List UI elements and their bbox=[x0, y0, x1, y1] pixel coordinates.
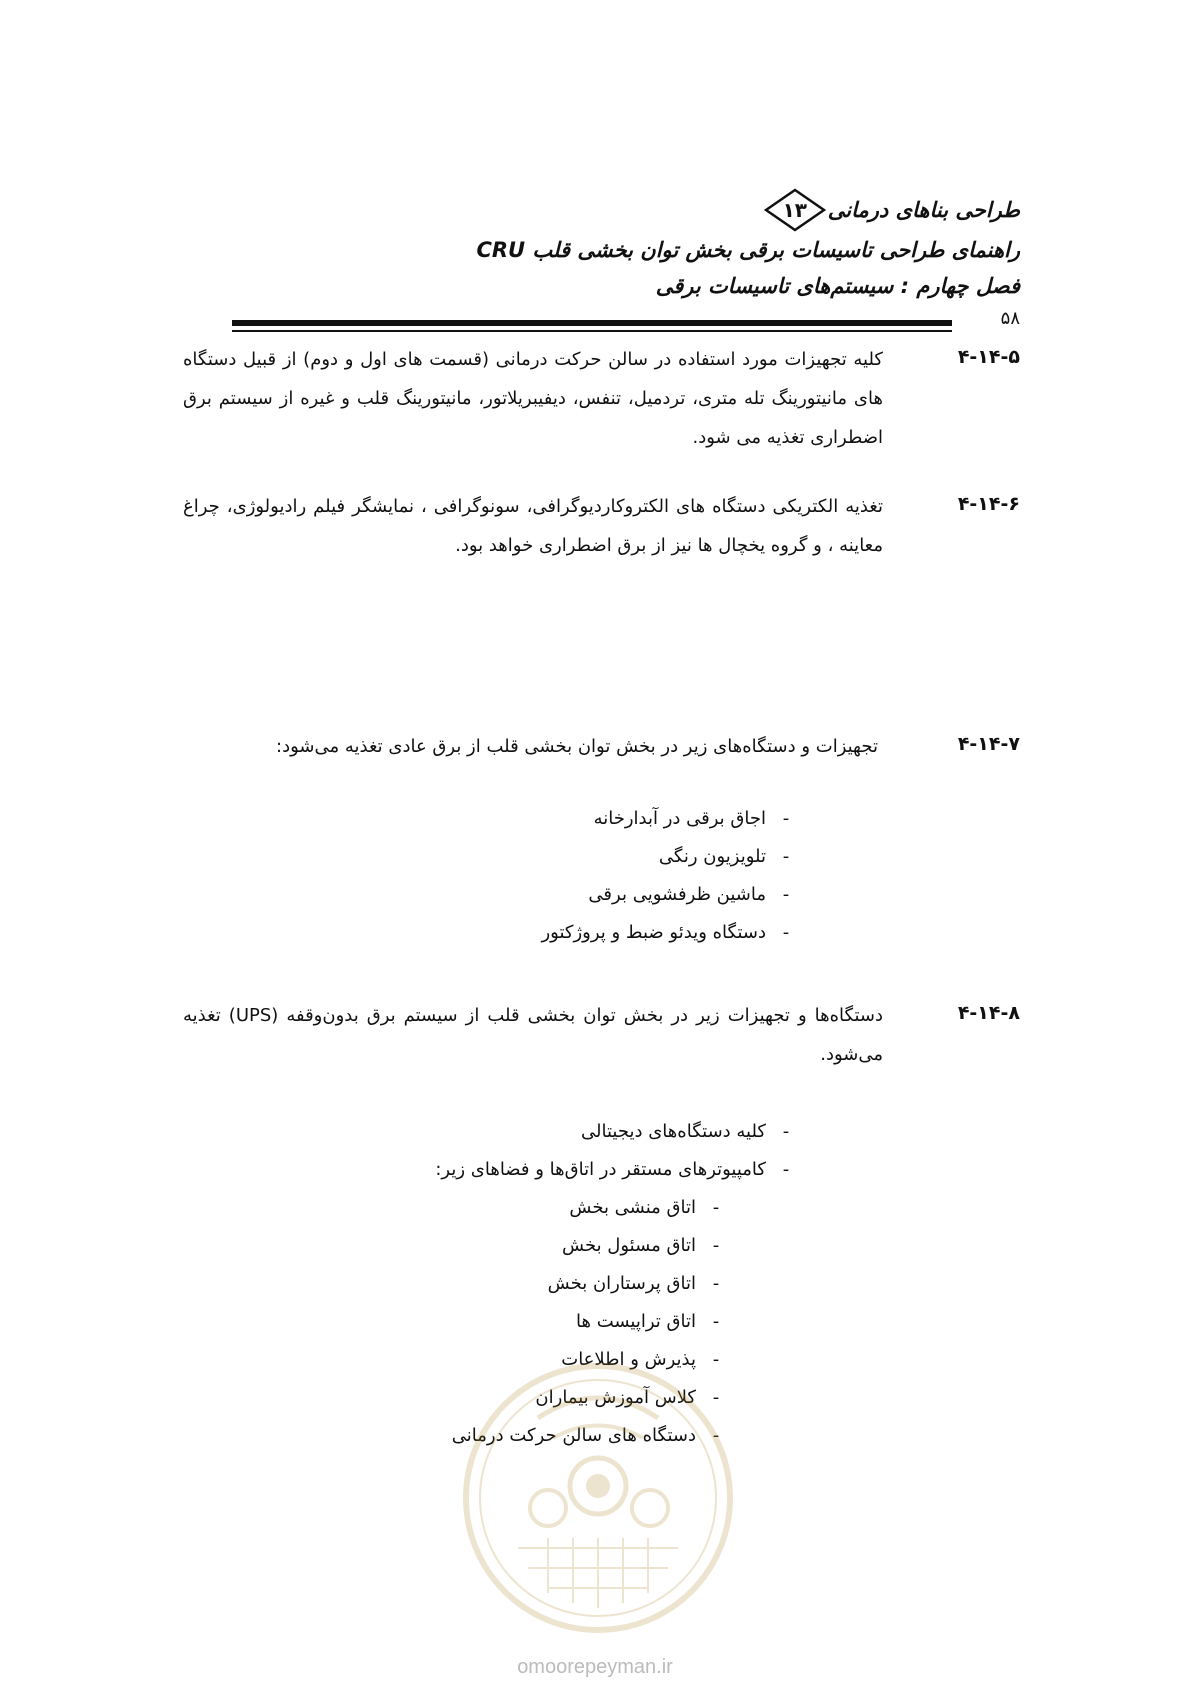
sublist-item: - پذیرش و اطلاعات bbox=[561, 1349, 720, 1370]
list-item: - کلیه دستگاه‌های دیجیتالی bbox=[581, 1121, 790, 1142]
sublist-item: - اتاق تراپیست ها bbox=[576, 1311, 720, 1332]
list-item: - ماشین ظرفشویی برقی bbox=[588, 884, 790, 905]
page-number: ۵۸ bbox=[1000, 308, 1020, 329]
section-text: تغذیه الکتریکی دستگاه های الکتروکاردیوگرافی، سونوگرافی ، نمایشگر فیلم رادیولوژی، چراغ معاینه ، و گروه یخچال ها نیز از برق اضطراری خواهد بود. bbox=[183, 496, 883, 556]
sublist-item: - کلاس آموزش بیماران bbox=[535, 1387, 720, 1408]
volume-badge bbox=[764, 188, 826, 232]
header-line-1 bbox=[200, 188, 1020, 232]
section-text: تجهیزات و دستگاه‌های زیر در بخش توان بخشی قلب از برق عادی تغذیه می‌شود: bbox=[276, 736, 878, 757]
section-4-14-7-list bbox=[541, 800, 806, 952]
header-rule-thin bbox=[232, 330, 952, 332]
header-guide-title: راهنمای طراحی تاسیسات برقی بخش توان بخشی قلب CRU bbox=[476, 238, 1020, 262]
page-header bbox=[200, 188, 1020, 304]
section-text: کلیه تجهیزات مورد استفاده در سالن حرکت درمانی (قسمت های اول و دوم) از قبیل دستگاه های مانیتورینگ تله متری، تردمیل، تنفس، دیفیبریلاتور، مانیتورینگ قلب و غیره از سیستم برق اضطراری تغذیه می شود. bbox=[183, 349, 883, 448]
section-number: ۴-۱۴-۶ bbox=[957, 493, 1020, 515]
sublist-item: - اتاق پرستاران بخش bbox=[547, 1273, 720, 1294]
section-number: ۴-۱۴-۵ bbox=[957, 346, 1020, 368]
header-chapter-title: فصل چهارم : سیستم‌های تاسیسات برقی bbox=[655, 274, 1020, 298]
section-4-14-6 bbox=[180, 487, 1020, 577]
list-item: - کامپیوترهای مستقر در اتاق‌ها و فضاهای زیر: bbox=[435, 1159, 790, 1180]
sublist-item: - اتاق مسئول بخش bbox=[562, 1235, 720, 1256]
watermark-website: omoorepeyman.ir bbox=[517, 1656, 673, 1678]
section-4-14-8 bbox=[180, 996, 1020, 1086]
list-item: - دستگاه ویدئو ضبط و پروژکتور bbox=[541, 922, 790, 943]
section-4-14-7 bbox=[180, 727, 1020, 777]
header-book-title: طراحی بناهای درمانی bbox=[827, 198, 1020, 222]
section-number: ۴-۱۴-۸ bbox=[957, 1002, 1020, 1024]
section-4-14-8-list bbox=[435, 1113, 806, 1189]
sublist-item: - اتاق منشی بخش bbox=[569, 1197, 720, 1218]
list-item: - اجاق برقی در آبدارخانه bbox=[593, 808, 790, 829]
volume-number: ۱۳ bbox=[782, 198, 807, 222]
list-item: - تلویزیون رنگی bbox=[658, 846, 790, 867]
section-number: ۴-۱۴-۷ bbox=[957, 733, 1020, 755]
section-4-14-5 bbox=[180, 340, 1020, 470]
section-text: دستگاه‌ها و تجهیزات زیر در بخش توان بخشی قلب از سیستم برق بدون‌وقفه (UPS) تغذیه می‌شود. bbox=[183, 1005, 883, 1065]
header-rule-thick bbox=[232, 320, 952, 326]
watermark-logo-icon bbox=[458, 1358, 738, 1638]
sublist-item: - دستگاه های سالن حرکت درمانی bbox=[451, 1425, 720, 1446]
